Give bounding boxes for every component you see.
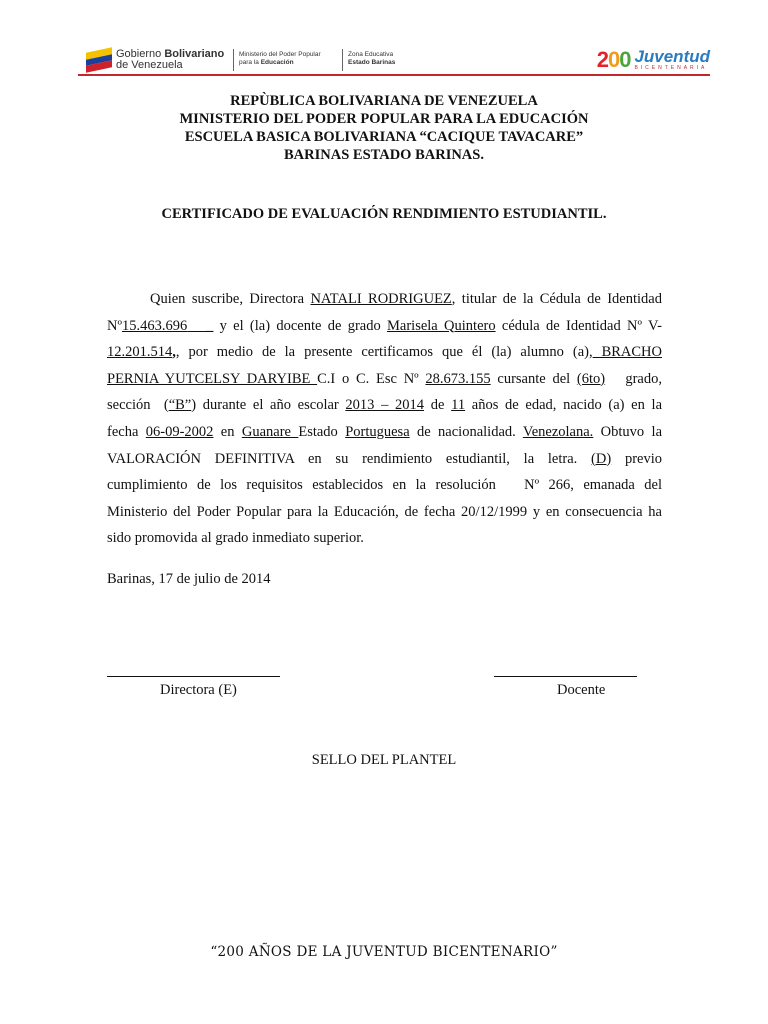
banner-rule [78, 74, 710, 76]
nationality: Venezolana. [522, 423, 594, 440]
body-line: 12.201.514,, por medio de la presente certificamos que él (la) alumno (a), BRACHO [107, 344, 662, 361]
body-line: sido promovida al grado inmediato superior. [107, 530, 364, 547]
juventud-bicentenaria-logo [597, 46, 710, 74]
director-signature-label: Directora (E) [160, 682, 237, 698]
government-name: Gobierno Bolivariano de Venezuela [116, 48, 225, 71]
body-line: Quien suscribe, Directora NATALI RODRIGUEZ, titular de la Cédula de Identidad [150, 291, 662, 307]
body-line: cumplimiento de los requisitos establecidos en la resolución Nº 266, emanada del [107, 477, 662, 494]
birth-date: 06-09-2002 [145, 423, 214, 440]
section: “B” [168, 397, 192, 414]
school-seal-label: SELLO DEL PLANTEL [311, 752, 457, 768]
divider [342, 49, 343, 71]
teacher-signature-line [494, 676, 637, 677]
header-line: REPÙBLICA BOLIVARIANA DE VENEZUELA [230, 93, 538, 109]
grade-letter: (D) [591, 450, 612, 467]
grade: (6to) [576, 370, 606, 387]
director-name: NATALI RODRIGUEZ [310, 291, 452, 307]
body-line: Nº15.463.696 _ y el (la) docente de grado Marisela Quintero cédula de Identidad Nº V- [107, 317, 663, 334]
director-signature-line [107, 676, 280, 677]
date-line: Barinas, 17 de julio de 2014 [107, 571, 271, 587]
venezuela-flag-icon [86, 50, 112, 70]
student-name: PERNIA YUTCELSY DARYIBE [107, 370, 318, 387]
teacher-signature-label: Docente [557, 682, 606, 698]
birth-city: Guanare [241, 423, 299, 440]
header-line: BARINAS ESTADO BARINAS. [284, 147, 484, 163]
body-line: fecha 06-09-2002 en Guanare Estado Portuguesa de nacionalidad. Venezolana. Obtuvo la [107, 423, 663, 440]
body-line: PERNIA YUTCELSY DARYIBE C.I o C. Esc Nº 28.673.155 cursante del (6to) grado, [107, 370, 662, 387]
student-name: BRACHO [592, 344, 662, 361]
school-year: 2013 – 2014 [345, 397, 425, 414]
juventud-wordmark: Juventud [634, 47, 710, 66]
teacher-name: Marisela Quintero [387, 317, 496, 334]
ministry-name: Ministerio del Poder Popular para la Educación [239, 51, 321, 66]
institution-header [0, 92, 768, 164]
200-logo: 200 [596, 47, 631, 72]
age: 11 [451, 397, 466, 414]
letterhead-banner [78, 46, 710, 76]
student-id: 28.673.155 [425, 370, 491, 387]
certificate-title: CERTIFICADO DE EVALUACIÓN RENDIMIENTO ESTUDIANTIL. [161, 206, 607, 222]
teacher-id: 12.201.514 [107, 344, 173, 361]
zone-name: Zona Educativa Estado Barinas [348, 51, 396, 66]
divider [233, 49, 234, 71]
government-logo [86, 48, 224, 72]
birth-state: Portuguesa [345, 423, 410, 440]
bicentenaria-wordmark: BICENTENARIA [634, 65, 708, 71]
certificate-body [107, 286, 662, 552]
footer-motto: “200 AÑOS DE LA JUVENTUD BICENTENARIO” [210, 944, 558, 960]
director-id: 15.463.696 [121, 317, 188, 334]
header-line: MINISTERIO DEL PODER POPULAR PARA LA EDUCACIÓN [179, 111, 589, 127]
body-line: VALORACIÓN DEFINITIVA en su rendimiento estudiantil, la letra. (D) previo [107, 450, 662, 467]
body-line: sección (“B”) durante el año escolar 2013 – 2014 de 11 años de edad, nacido (a) en la [107, 397, 663, 414]
header-line: ESCUELA BASICA BOLIVARIANA “CACIQUE TAVACARE” [184, 129, 584, 145]
body-line: Ministerio del Poder Popular para la Educación, de fecha 20/12/1999 y en consecuencia ha [107, 503, 662, 520]
